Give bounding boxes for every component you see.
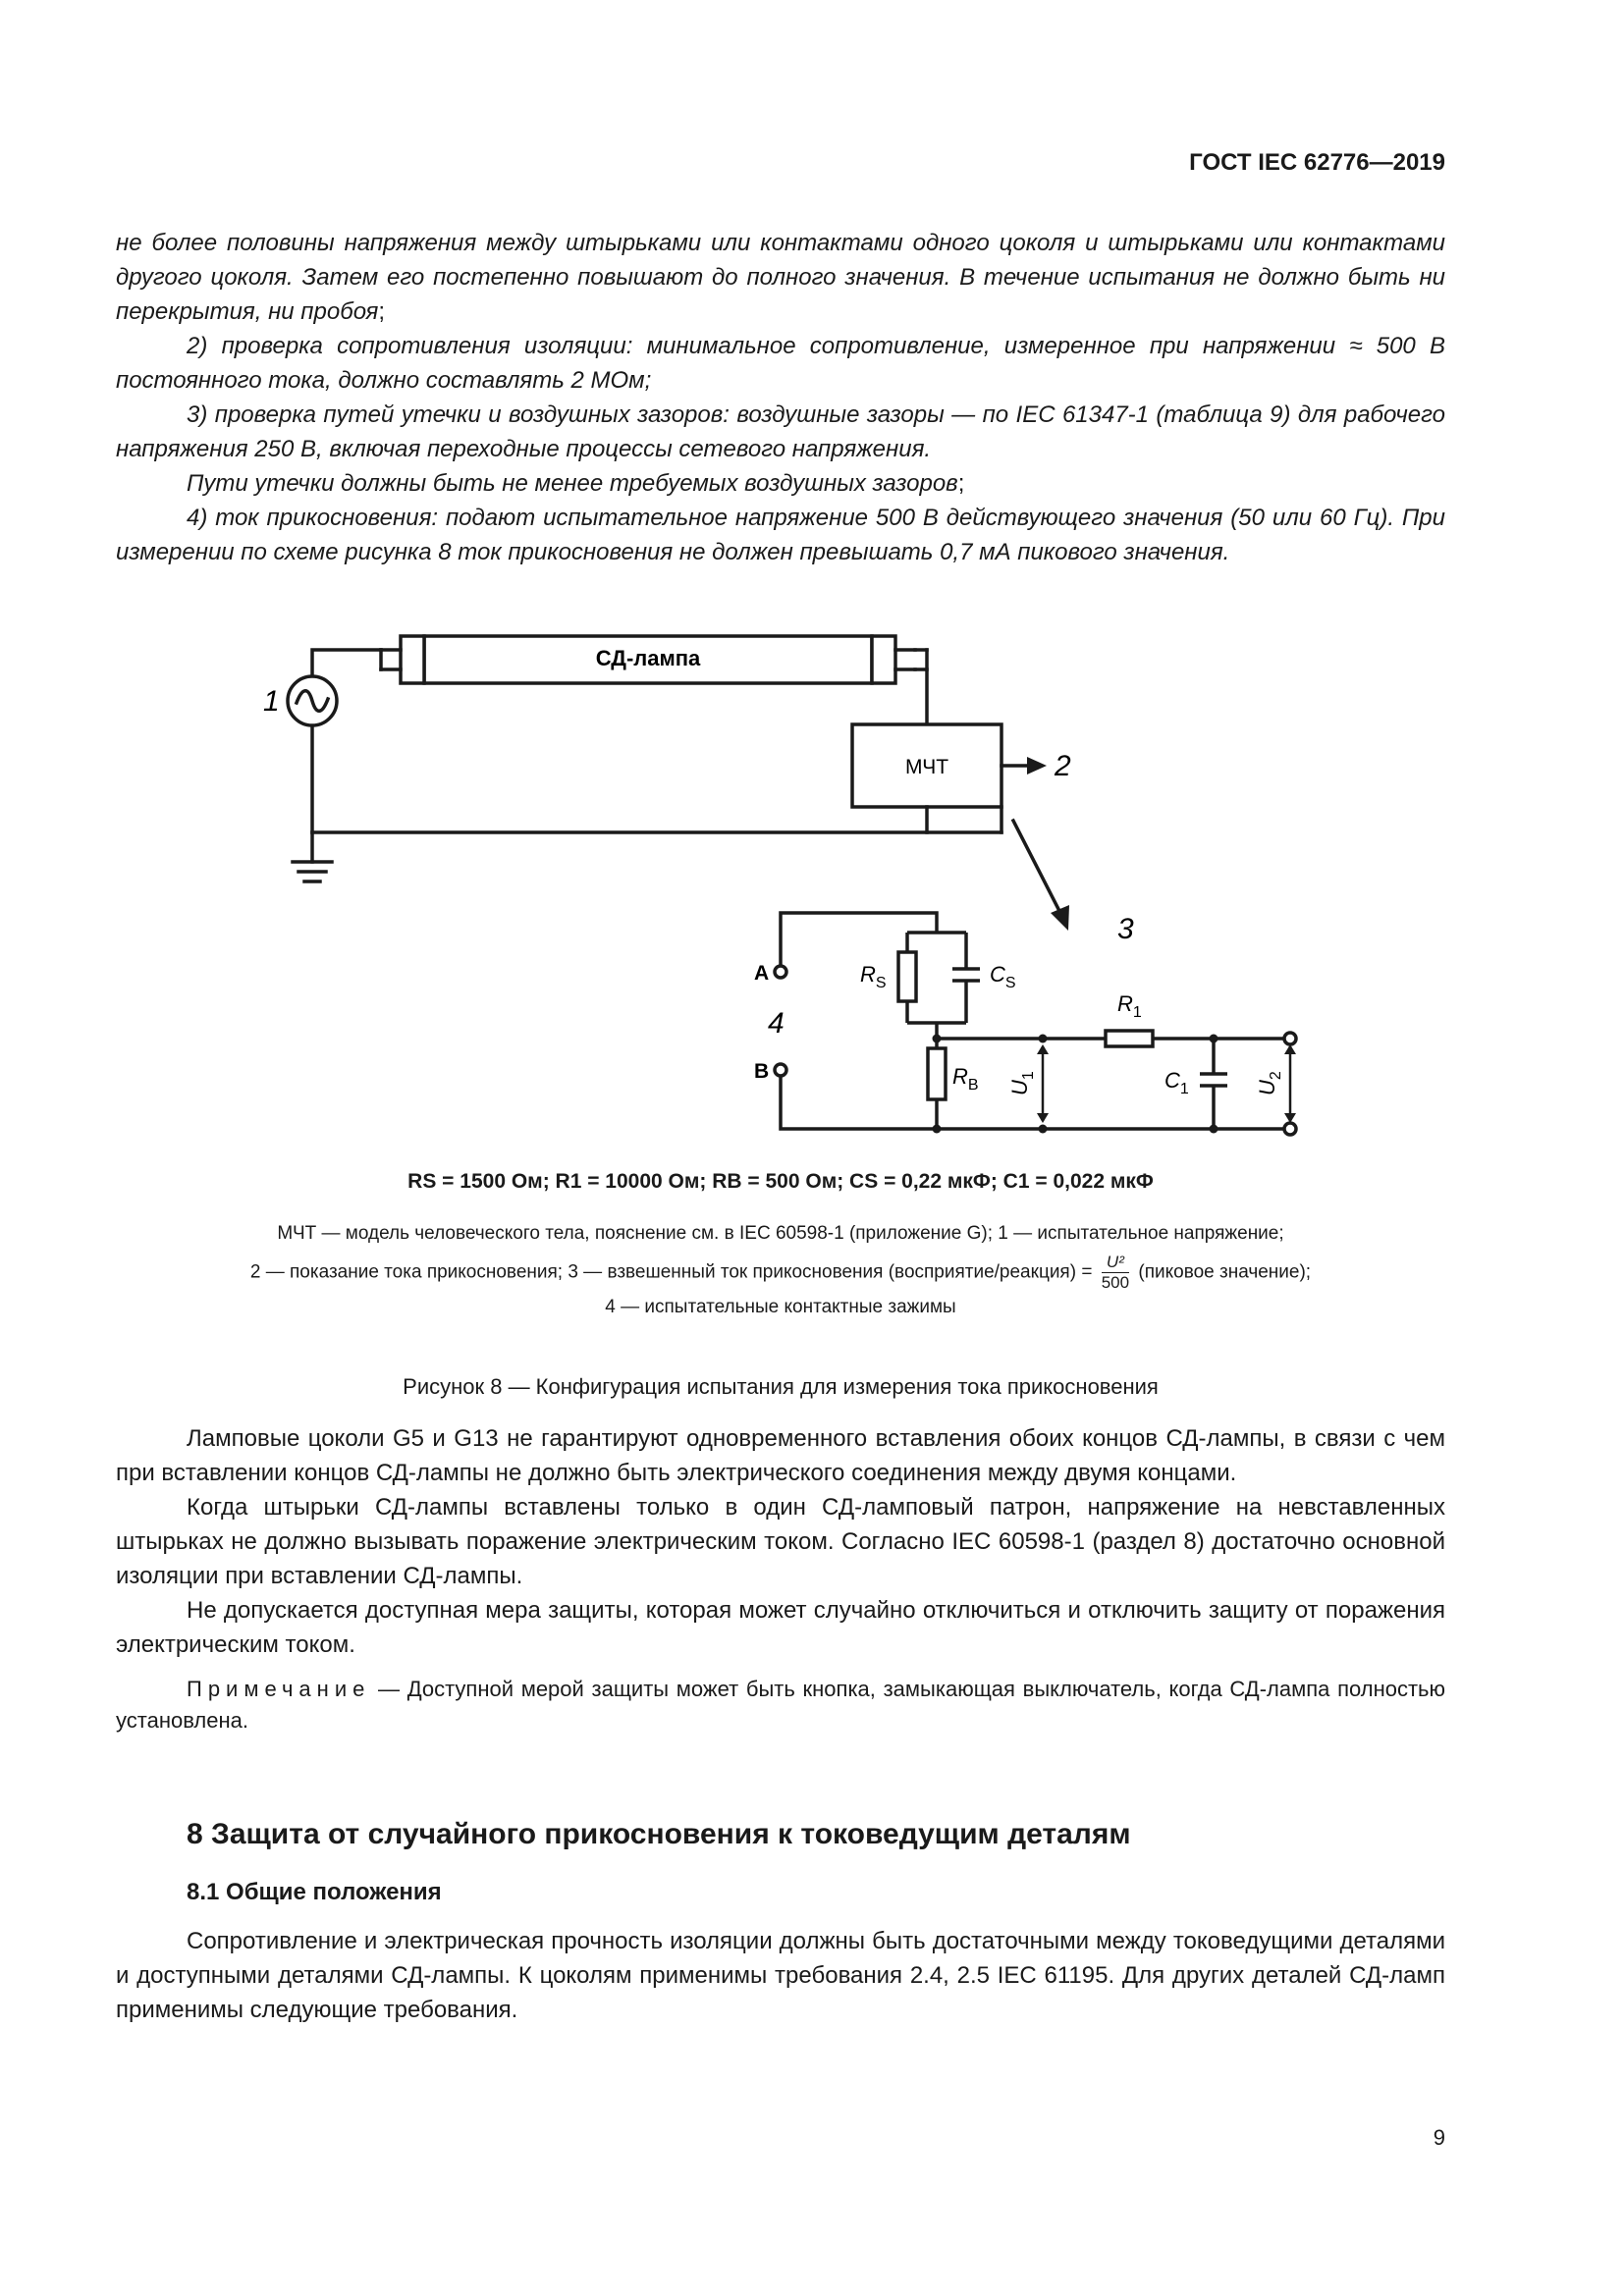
fraction-denominator: 500: [1101, 1273, 1130, 1292]
resistor-rs: [898, 952, 916, 1001]
figure-legend: [116, 1219, 1445, 1322]
body-block: [116, 1421, 1445, 1736]
lamp-left-pins: [401, 636, 424, 683]
legend-line-2a: 2 — показание тока прикосновения; 3 — взвешенный ток прикосновения (восприятие/реакция) =: [249, 1261, 1093, 1283]
terminal-b: [775, 1064, 786, 1076]
lamp-right-pins: [872, 636, 895, 683]
output-terminal-bottom: [1284, 1123, 1296, 1135]
legend-line-3: 4 — испытательные контактные зажимы: [605, 1297, 956, 1317]
section-8: [116, 1818, 1445, 2027]
rb-label: $R_B$: [952, 1064, 979, 1094]
callout-2: 2: [1055, 750, 1071, 782]
lamp-label: СД-лампа: [595, 646, 701, 670]
resistor-r1: [1106, 1031, 1153, 1046]
figure-caption: [116, 1374, 1445, 1400]
section-8-1-paragraph: Сопротивление и электрическая прочность изоляции должны быть достаточными между токоведущими деталями и доступными деталями СД-лампы. К цоколям применимы требования 2.4, 2.5 IEC 61195. Для других деталей СД-ламп применимы следующие требования.: [116, 1928, 1445, 2023]
fraction-u2-over-500: [1102, 1253, 1129, 1293]
output-terminal-top: [1284, 1033, 1296, 1044]
figure-title: Рисунок 8 — Конфигурация испытания для измерения тока прикосновения: [403, 1374, 1159, 1399]
cs-label: $C_S$: [990, 962, 1016, 991]
r1-label: $R_1$: [1117, 991, 1142, 1021]
section-8-heading: 8 Защита от случайного прикосновения к токоведущим деталям: [187, 1818, 1131, 1850]
intro-p4: Пути утечки должны быть не менее требуемых воздушных зазоров: [187, 470, 958, 497]
note-paragraph: [116, 1674, 1445, 1736]
legend-line-2: [116, 1253, 1445, 1293]
fraction-numerator: U²: [1102, 1253, 1129, 1273]
intro-paragraph: Пути утечки должны быть не менее требуемых воздушных зазоров;: [187, 470, 965, 497]
component-values-text: RS = 1500 Ом; R1 = 10000 Ом; RB = 500 Ом; CS = 0,22 мкФ; C1 = 0,022 мкФ: [407, 1170, 1154, 1193]
c1-label: $C_1$: [1164, 1068, 1189, 1097]
document-code: ГОСТ IEC 62776—2019: [1189, 149, 1445, 176]
intro-p3-a: 3) проверка путей утечки и воздушных зазоров: воздушные зазоры — по IEC 61347-1 (: [187, 401, 1164, 428]
callout-1: 1: [263, 685, 280, 718]
u2-label: $U_2$: [1255, 1071, 1284, 1095]
section-8-1-heading: 8.1 Общие положения: [187, 1879, 442, 1905]
rs-label: $R_S$: [860, 962, 887, 991]
intro-p5-b: 50 или 60 Гц: [1238, 505, 1380, 531]
terminal-a-label: A: [754, 962, 770, 985]
mcht-label: МЧТ: [904, 756, 949, 778]
note-text: — Доступной мерой защиты может быть кнопка, замыкающая выключатель, когда СД-лампа полностью установлена.: [116, 1677, 1445, 1733]
legend-line-2b: (пиковое значение);: [1138, 1261, 1312, 1283]
legend-line-1: МЧТ — модель человеческого тела, пояснение см. в IEC 60598-1 (приложение G); 1 — испытательное напряжение;: [277, 1223, 1284, 1244]
u1-label: $U_1$: [1007, 1071, 1037, 1095]
intro-p3-b: таблица 9: [1164, 401, 1283, 428]
resistor-rb: [928, 1048, 946, 1099]
intro-paragraph: 2) проверка сопротивления изоляции: минимальное сопротивление, измеренное при напряжении ≈ 500 В постоянного тока, должно составлять 2 МОм;: [116, 333, 1445, 394]
intro-p1: не более половины напряжения между штырьками или контактами одного цоколя и штырьками или контактами другого цоколя. Затем его постепенно повышают до полного значения. В течение испытания не должно быть ни перекрытия, ни пробоя: [116, 230, 1445, 325]
body-paragraph: Не допускается доступная мера защиты, которая может случайно отключиться и отключить защиту от поражения электрическим током.: [116, 1597, 1445, 1658]
body-paragraph: Когда штырьки СД-лампы вставлены только в один СД-ламповый патрон, напряжение на невставленных штырьках не должно вызывать поражение электрическим током. Согласно IEC 60598-1 (раздел 8) достаточно основной изоляции при вставлении СД-лампы.: [116, 1494, 1445, 1589]
intro-p5-c: ). При измерении по схеме рисунка 8 ток прикосновения не должен превышать 0,7 мА пикового значения.: [116, 505, 1446, 565]
note-label: Примечание: [187, 1677, 371, 1701]
intro-paragraph: не более половины напряжения между штырьками или контактами одного цоколя и штырьками или контактами другого цоколя. Затем его постепенно повышают до полного значения. В течение испытания не должно быть ни перекрытия, ни пробоя;: [116, 230, 1445, 325]
callout-4: 4: [768, 1007, 785, 1040]
callout-3: 3: [1117, 913, 1134, 945]
arrow-2-head: [1027, 757, 1047, 774]
body-paragraph: Ламповые цоколи G5 и G13 не гарантируют одновременного вставления обоих концов СД-лампы, в связи с чем при вставлении концов СД-лампы не должно быть электрического соединения между двумя концами.: [116, 1425, 1445, 1486]
intro-p3-c: ) для рабочего напряжения 250 В, включая переходные процессы сетевого напряжения.: [116, 401, 1445, 462]
terminal-b-label: B: [754, 1060, 770, 1083]
component-values: [116, 1170, 1445, 1194]
page-number: 9: [1433, 2125, 1445, 2150]
intro-p5-a: 4) ток прикосновения: подают испытательное напряжение 500 В действующего значения (: [187, 505, 1239, 531]
terminal-a: [775, 966, 786, 978]
